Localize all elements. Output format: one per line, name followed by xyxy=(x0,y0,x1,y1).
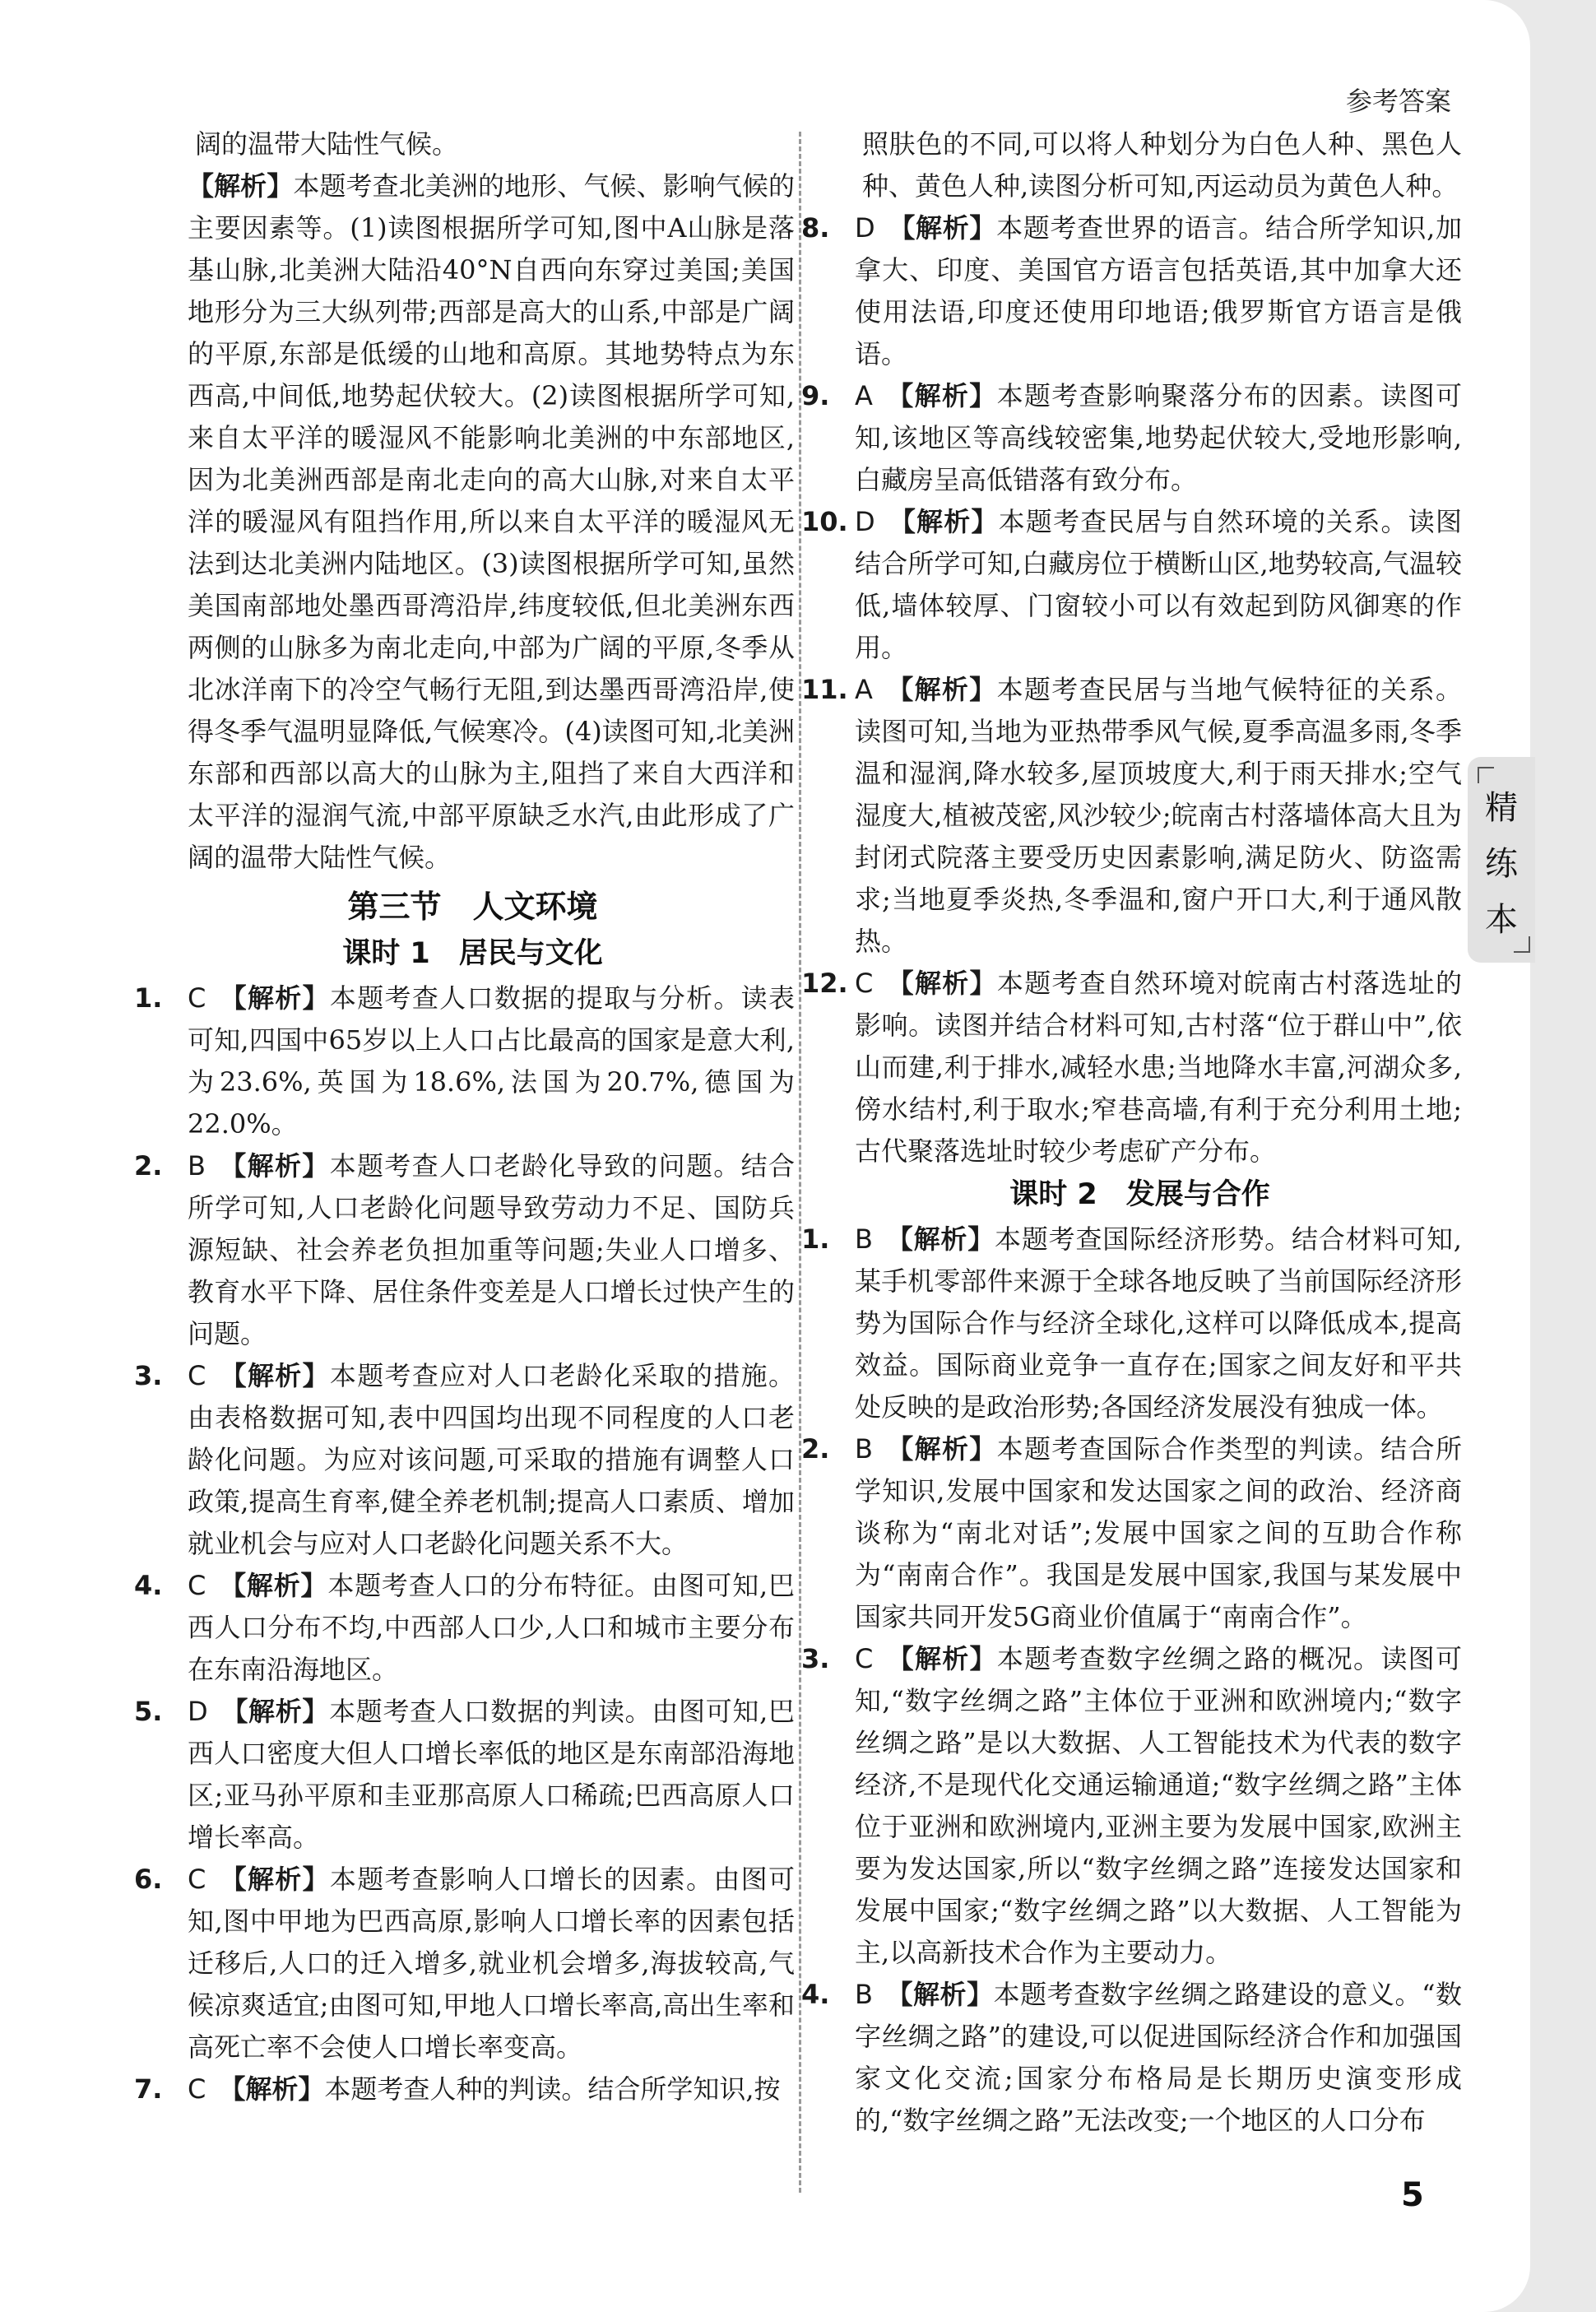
answer-item xyxy=(801,1428,1462,1638)
answer-letter: A xyxy=(855,380,873,411)
header-title: 参考答案 xyxy=(1345,86,1451,117)
answer-letter: B xyxy=(855,1433,873,1465)
analysis-text: 本题考查人口的分布特征。由图可知,巴西人口分布不均,中西部人口少,人口和城市主要分布在东南沿海地区。 xyxy=(188,1570,795,1685)
analysis-text: 本题考查自然环境对皖南古村落选址的影响。读图并结合材料可知,古村落“位于群山中”,依山而建,利于排水,减轻水患;当地降水丰富,河湖众多,傍水结村,利于取水;窄巷高墙,有利于充分利用土地;古代聚落选址时较少考虑矿产分布。 xyxy=(855,968,1462,1167)
analysis-tag: 【解析】 xyxy=(220,1696,330,1727)
analysis-text: 本题考查人口数据的判读。由图可知,巴西人口密度大但人口增长率低的地区是东南部沿海地区;亚马孙平原和圭亚那高原人口稀疏;巴西高原人口增长率高。 xyxy=(188,1696,795,1853)
item-number: 2. xyxy=(134,1150,163,1182)
answer-item xyxy=(801,1974,1462,2142)
answer-letter: C xyxy=(188,1864,206,1895)
item-number: 1. xyxy=(134,982,163,1014)
analysis-tag: 【解析】 xyxy=(188,170,294,202)
item-number: 12. xyxy=(801,968,848,999)
answer-letter: A xyxy=(855,674,873,705)
answer-letter: C xyxy=(855,1643,874,1674)
side-tab-char-2: 练 xyxy=(1485,845,1518,883)
bracket-bottom-right xyxy=(1514,936,1530,953)
analysis-text: 本题考查数字丝绸之路的概况。读图可知,“数字丝绸之路”主体位于亚洲和欧洲境内;“数字丝绸之路”是以大数据、人工智能技术为代表的数字经济,不是现代化交通运输通道;“数字丝绸之路”主体位于亚洲和欧洲境内,亚洲主要为发展中国家,欧洲主要为发达国家,所以“数字丝绸之路”连接发达国家和发展中国家;“数字丝绸之路”以大数据、人工智能为主,以高新技术合作为主要动力。 xyxy=(855,1643,1462,1968)
answer-letter: B xyxy=(855,1223,873,1255)
answer-item xyxy=(801,1219,1462,1428)
item-number: 1. xyxy=(801,1223,830,1255)
item-number: 2. xyxy=(801,1433,830,1465)
answer-letter: C xyxy=(855,968,874,999)
answer-item xyxy=(134,1145,795,1355)
answer-item xyxy=(801,375,1462,501)
analysis-text: 本题考查民居与当地气候特征的关系。读图可知,当地为亚热带季风气候,夏季高温多雨,冬季温和湿润,降水较多,屋顶坡度大,利于雨天排水;空气湿度大,植被茂密,风沙较少;皖南古村落墙体高大且为封闭式院落主要受历史因素影响,满足防火、防盗需求;当地夏季炎热,冬季温和,窗户开口大,利于通风散热。 xyxy=(855,674,1462,957)
item-number: 9. xyxy=(801,380,830,411)
item-number: 7. xyxy=(134,2073,163,2105)
analysis-text: 本题考查人口老龄化导致的问题。结合所学可知,人口老龄化问题导致劳动力不足、国防兵源短缺、社会养老负担加重等问题;失业人口增多、教育水平下降、居住条件变差是人口增长过快产生的问题。 xyxy=(188,1150,795,1349)
side-tab-char-3: 本 xyxy=(1485,901,1518,939)
analysis-text: 本题考查影响聚落分布的因素。读图可知,该地区等高线较密集,地势起伏较大,受地形影响,白藏房呈高低错落有致分布。 xyxy=(855,380,1462,495)
analysis-text: 本题考查人口数据的提取与分析。读表可知,四国中65岁以上人口占比最高的国家是意大利,为23.6%,英国为18.6%,法国为20.7%,德国为22.0%。 xyxy=(188,982,795,1140)
analysis-text: 本题考查应对人口老龄化采取的措施。由表格数据可知,表中四国均出现不同程度的人口老龄化问题。为应对该问题,可采取的措施有调整人口政策,提高生育率,健全养老机制;提高人口素质、增加就业机会与应对人口老龄化问题关系不大。 xyxy=(188,1360,795,1559)
answer-item xyxy=(801,669,1462,963)
analysis-tag: 【解析】 xyxy=(888,506,999,537)
answer-item xyxy=(801,501,1462,669)
analysis-tag: 【解析】 xyxy=(219,1360,330,1391)
left-column xyxy=(134,123,795,2110)
answer-letter: C xyxy=(188,2073,206,2105)
lesson-title: 课时 1 居民与文化 xyxy=(342,937,603,970)
item-number: 11. xyxy=(801,674,848,705)
answer-letter: D xyxy=(855,506,875,537)
analysis-tag: 【解析】 xyxy=(885,674,997,705)
item-number: 3. xyxy=(134,1360,163,1391)
analysis-tag: 【解析】 xyxy=(885,1223,995,1255)
answer-letter: C xyxy=(188,982,206,1014)
answer-letter: C xyxy=(188,1360,206,1391)
right-answer-list-a xyxy=(801,207,1462,1172)
analysis-text: 本题考查世界的语言。结合所学知识,加拿大、印度、美国官方语言包括英语,其中加拿大还使用法语,印度还使用印地语;俄罗斯官方语言是俄语。 xyxy=(855,212,1462,369)
item-number: 4. xyxy=(801,1979,830,2010)
analysis-tag: 【解析】 xyxy=(885,380,997,411)
left-answer-list xyxy=(134,977,795,2110)
analysis-tag: 【解析】 xyxy=(218,1150,330,1182)
item-number: 6. xyxy=(134,1864,163,1895)
answer-letter: C xyxy=(188,1570,206,1601)
analysis-tag: 【解析】 xyxy=(219,982,330,1014)
intro-continuation: 阔的温带大陆性气候。 xyxy=(195,128,459,160)
intro-analysis xyxy=(151,165,795,879)
answer-item xyxy=(801,963,1462,1172)
analysis-text: 本题考查国际合作类型的判读。结合所学知识,发展中国家和发达国家之间的政治、经济商谈称为“南北对话”;发展中国家之间的互助合作称为“南南合作”。我国是发展中国家,我国与某发展中国家共同开发5G商业价值属于“南南合作”。 xyxy=(855,1433,1462,1632)
analysis-tag: 【解析】 xyxy=(219,1570,328,1601)
answer-item xyxy=(134,1355,795,1565)
answer-item xyxy=(134,2068,795,2110)
item-number: 5. xyxy=(134,1696,163,1727)
item-number: 10. xyxy=(801,506,848,537)
column-divider xyxy=(799,132,801,2193)
answer-letter: B xyxy=(188,1150,206,1182)
analysis-text: 本题考查北美洲的地形、气候、影响气候的主要因素等。(1)读图根据所学可知,图中A山脉是落基山脉,北美洲大陆沿40°N自西向东穿过美国;美国地形分为三大纵列带;西部是高大的山系,中部是广阔的平原,东部是低缓的山地和高原。其地势特点为东西高,中间低,地势起伏较大。(2)读图根据所学可知,来自太平洋的暖湿风不能影响北美洲的中东部地区,因为北美洲西部是南北走向的高大山脉,对来自太平洋的暖湿风有阻挡作用,所以来自太平洋的暖湿风无法到达北美洲内陆地区。(3)读图根据所学可知,虽然美国南部地处墨西哥湾沿岸,纬度较低,但北美洲东西两侧的山脉多为南北走向,中部为广阔的平原,冬季从北冰洋南下的冷空气畅行无阻,到达墨西哥湾沿岸,使得冬季气温明显降低,气候寒冷。(4)读图可知,北美洲东部和西部以高大的山脉为主,阻挡了来自大西洋和太平洋的湿润气流,中部平原缺乏水汽,由此形成了广阔的温带大陆性气候。 xyxy=(188,170,795,873)
analysis-tag: 【解析】 xyxy=(886,1643,997,1674)
analysis-text: 本题考查民居与自然环境的关系。读图结合所学可知,白藏房位于横断山区,地势较高,气温较低,墙体较厚、门窗较小可以有效起到防风御寒的作用。 xyxy=(855,506,1462,663)
answer-item xyxy=(134,1565,795,1691)
lesson-2-title: 课时 2 发展与合作 xyxy=(1009,1178,1270,1211)
answer-item xyxy=(801,1638,1462,1974)
analysis-tag: 【解析】 xyxy=(885,1433,997,1465)
answer-letter: D xyxy=(855,212,875,244)
analysis-text: 本题考查国际经济形势。结合材料可知,某手机零部件来源于全球各地反映了当前国际经济形势为国际合作与经济全球化,这样可以降低成本,提高效益。国际商业竞争一直存在;国家之间友好和平共处反映的是政治形势;各国经济发展没有独成一体。 xyxy=(855,1223,1462,1423)
side-tab-char-1: 精 xyxy=(1485,789,1518,827)
analysis-tag: 【解析】 xyxy=(888,212,997,244)
answer-letter: D xyxy=(188,1696,208,1727)
item-number: 4. xyxy=(134,1570,163,1601)
bracket-top-left xyxy=(1478,767,1494,783)
analysis-text: 本题考查人种的判读。结合所学知识,按 xyxy=(324,2073,781,2105)
analysis-text: 本题考查影响人口增长的因素。由图可知,图中甲地为巴西高原,影响人口增长率的因素包括迁移后,人口的迁入增多,就业机会增多,海拔较高,气候凉爽适宜;由图可知,甲地人口增长率高,高出生率和高死亡率不会使人口增长率变高。 xyxy=(188,1864,795,2063)
side-tab xyxy=(1468,757,1535,963)
answer-item xyxy=(801,207,1462,375)
right-column xyxy=(801,123,1462,2142)
right-answer-list-b xyxy=(801,1219,1462,2142)
answer-letter: B xyxy=(855,1979,873,2010)
analysis-tag: 【解析】 xyxy=(219,1864,330,1895)
answer-item xyxy=(134,977,795,1145)
analysis-text: 本题考查数字丝绸之路建设的意义。“数字丝绸之路”的建设,可以促进国际经济合作和加强国家文化交流;国家分布格局是长期历史演变形成的,“数字丝绸之路”无法改变;一个地区的人口分布 xyxy=(855,1979,1462,2136)
analysis-tag: 【解析】 xyxy=(886,968,997,999)
page-number: 5 xyxy=(1401,2176,1424,2214)
answer-item xyxy=(134,1859,795,2068)
analysis-tag: 【解析】 xyxy=(219,2073,325,2105)
section-title: 第三节 人文环境 xyxy=(347,889,598,925)
item-7-continuation: 照肤色的不同,可以将人种划分为白色人种、黑色人种、黄色人种,读图分析可知,丙运动员为黄色人种。 xyxy=(862,128,1462,202)
item-number: 3. xyxy=(801,1643,830,1674)
answer-item xyxy=(134,1691,795,1859)
analysis-tag: 【解析】 xyxy=(885,1979,994,2010)
item-number: 8. xyxy=(801,212,830,244)
